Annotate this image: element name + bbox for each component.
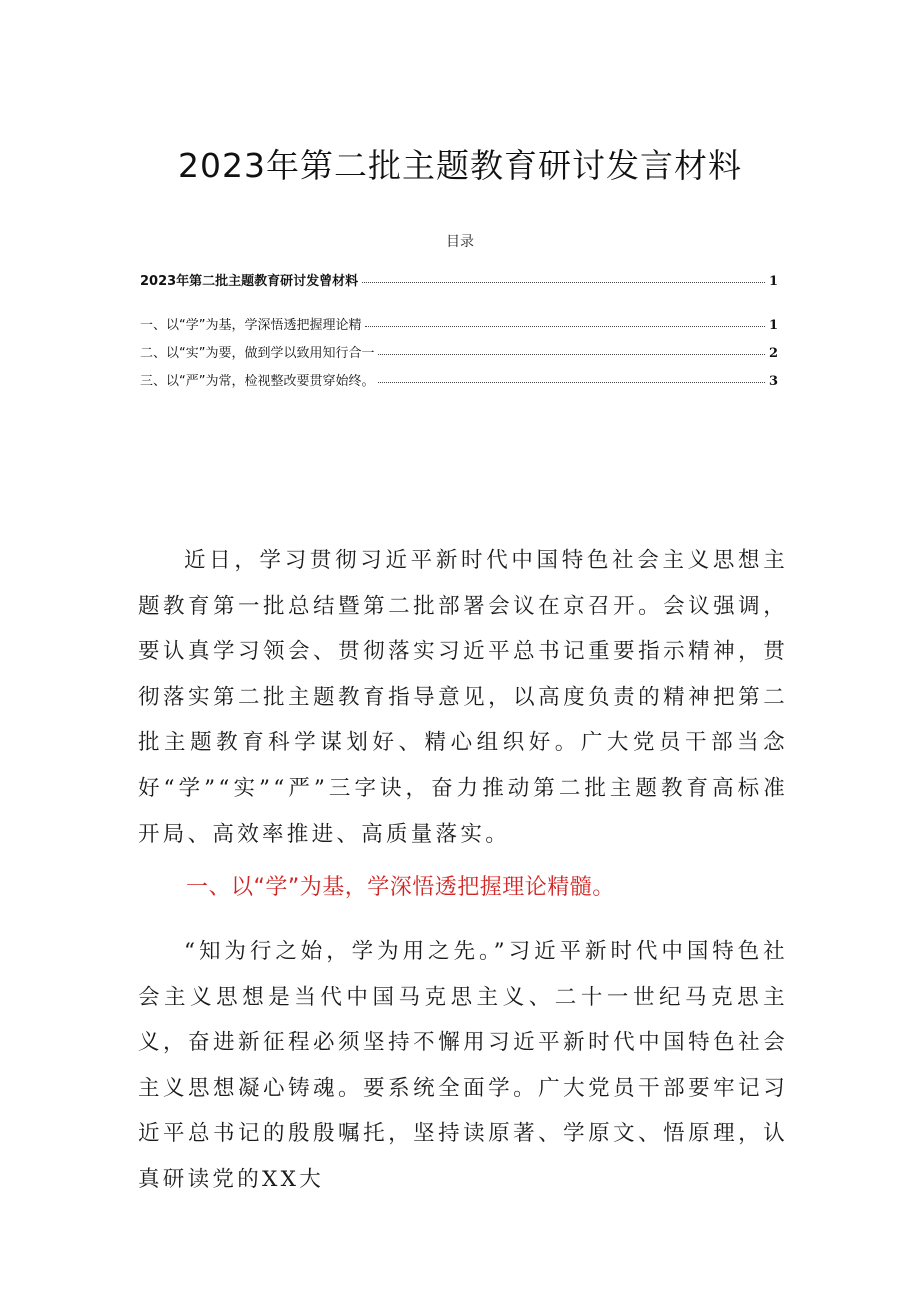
toc-entry-text: 一、以“学”为基，学深悟透把握理论精 bbox=[140, 318, 362, 333]
section-paragraph: “知为行之始，学为用之先。”习近平新时代中国特色社会主义思想是当代中国马克思主义、二十一世纪马克思主义，奋进新征程必须坚持不懈用习近平新时代中国特色社会主义思想凝心铸魂。要系统全面学。广大党员干部要牢记习近平总书记的殷殷嘱托，坚持读原著、学原文、悟原理，认真研读党的XX大 bbox=[138, 939, 788, 1192]
toc-entry[interactable] bbox=[140, 342, 778, 362]
toc-entry-text: 二、以“实”为要，做到学以致用知行合一 bbox=[140, 346, 375, 361]
toc-entry[interactable] bbox=[140, 370, 778, 390]
toc-leader-dots bbox=[365, 316, 764, 327]
toc-leader-dots bbox=[378, 372, 764, 383]
intro-paragraph: 近日，学习贯彻习近平新时代中国特色社会主义思想主题教育第一批总结暨第二批部署会议在京召开。会议强调，要认真学习领会、贯彻落实习近平总书记重要指示精神，贯彻落实第二批主题教育指导意见，以高度负责的精神把第二批主题教育科学谋划好、精心组织好。广大党员干部当念好“学”“实”“严”三字诀，奋力推动第二批主题教育高标准开局、高效率推进、高质量落实。 bbox=[138, 548, 788, 847]
toc-entry[interactable] bbox=[140, 314, 778, 334]
toc-entry-page: 1 bbox=[768, 274, 778, 289]
toc-entry-text: 2023年第二批主题教育研讨发曾材料 bbox=[140, 274, 359, 289]
toc-leader-dots bbox=[378, 344, 764, 355]
toc-heading: 目录 bbox=[446, 234, 474, 250]
section-heading: 一、以“学”为基，学深悟透把握理论精髓。 bbox=[186, 875, 615, 900]
document-title: 2023年第二批主题教育研讨发言材料 bbox=[178, 146, 742, 185]
toc-entry-page: 2 bbox=[768, 346, 778, 361]
toc-entry-text: 三、以“严”为常，检视整改要贯穿始终。 bbox=[140, 374, 375, 389]
toc-entry-page: 1 bbox=[768, 318, 778, 333]
toc-entry-page: 3 bbox=[768, 374, 778, 389]
toc-entry[interactable] bbox=[140, 270, 778, 290]
toc-leader-dots bbox=[362, 272, 765, 283]
